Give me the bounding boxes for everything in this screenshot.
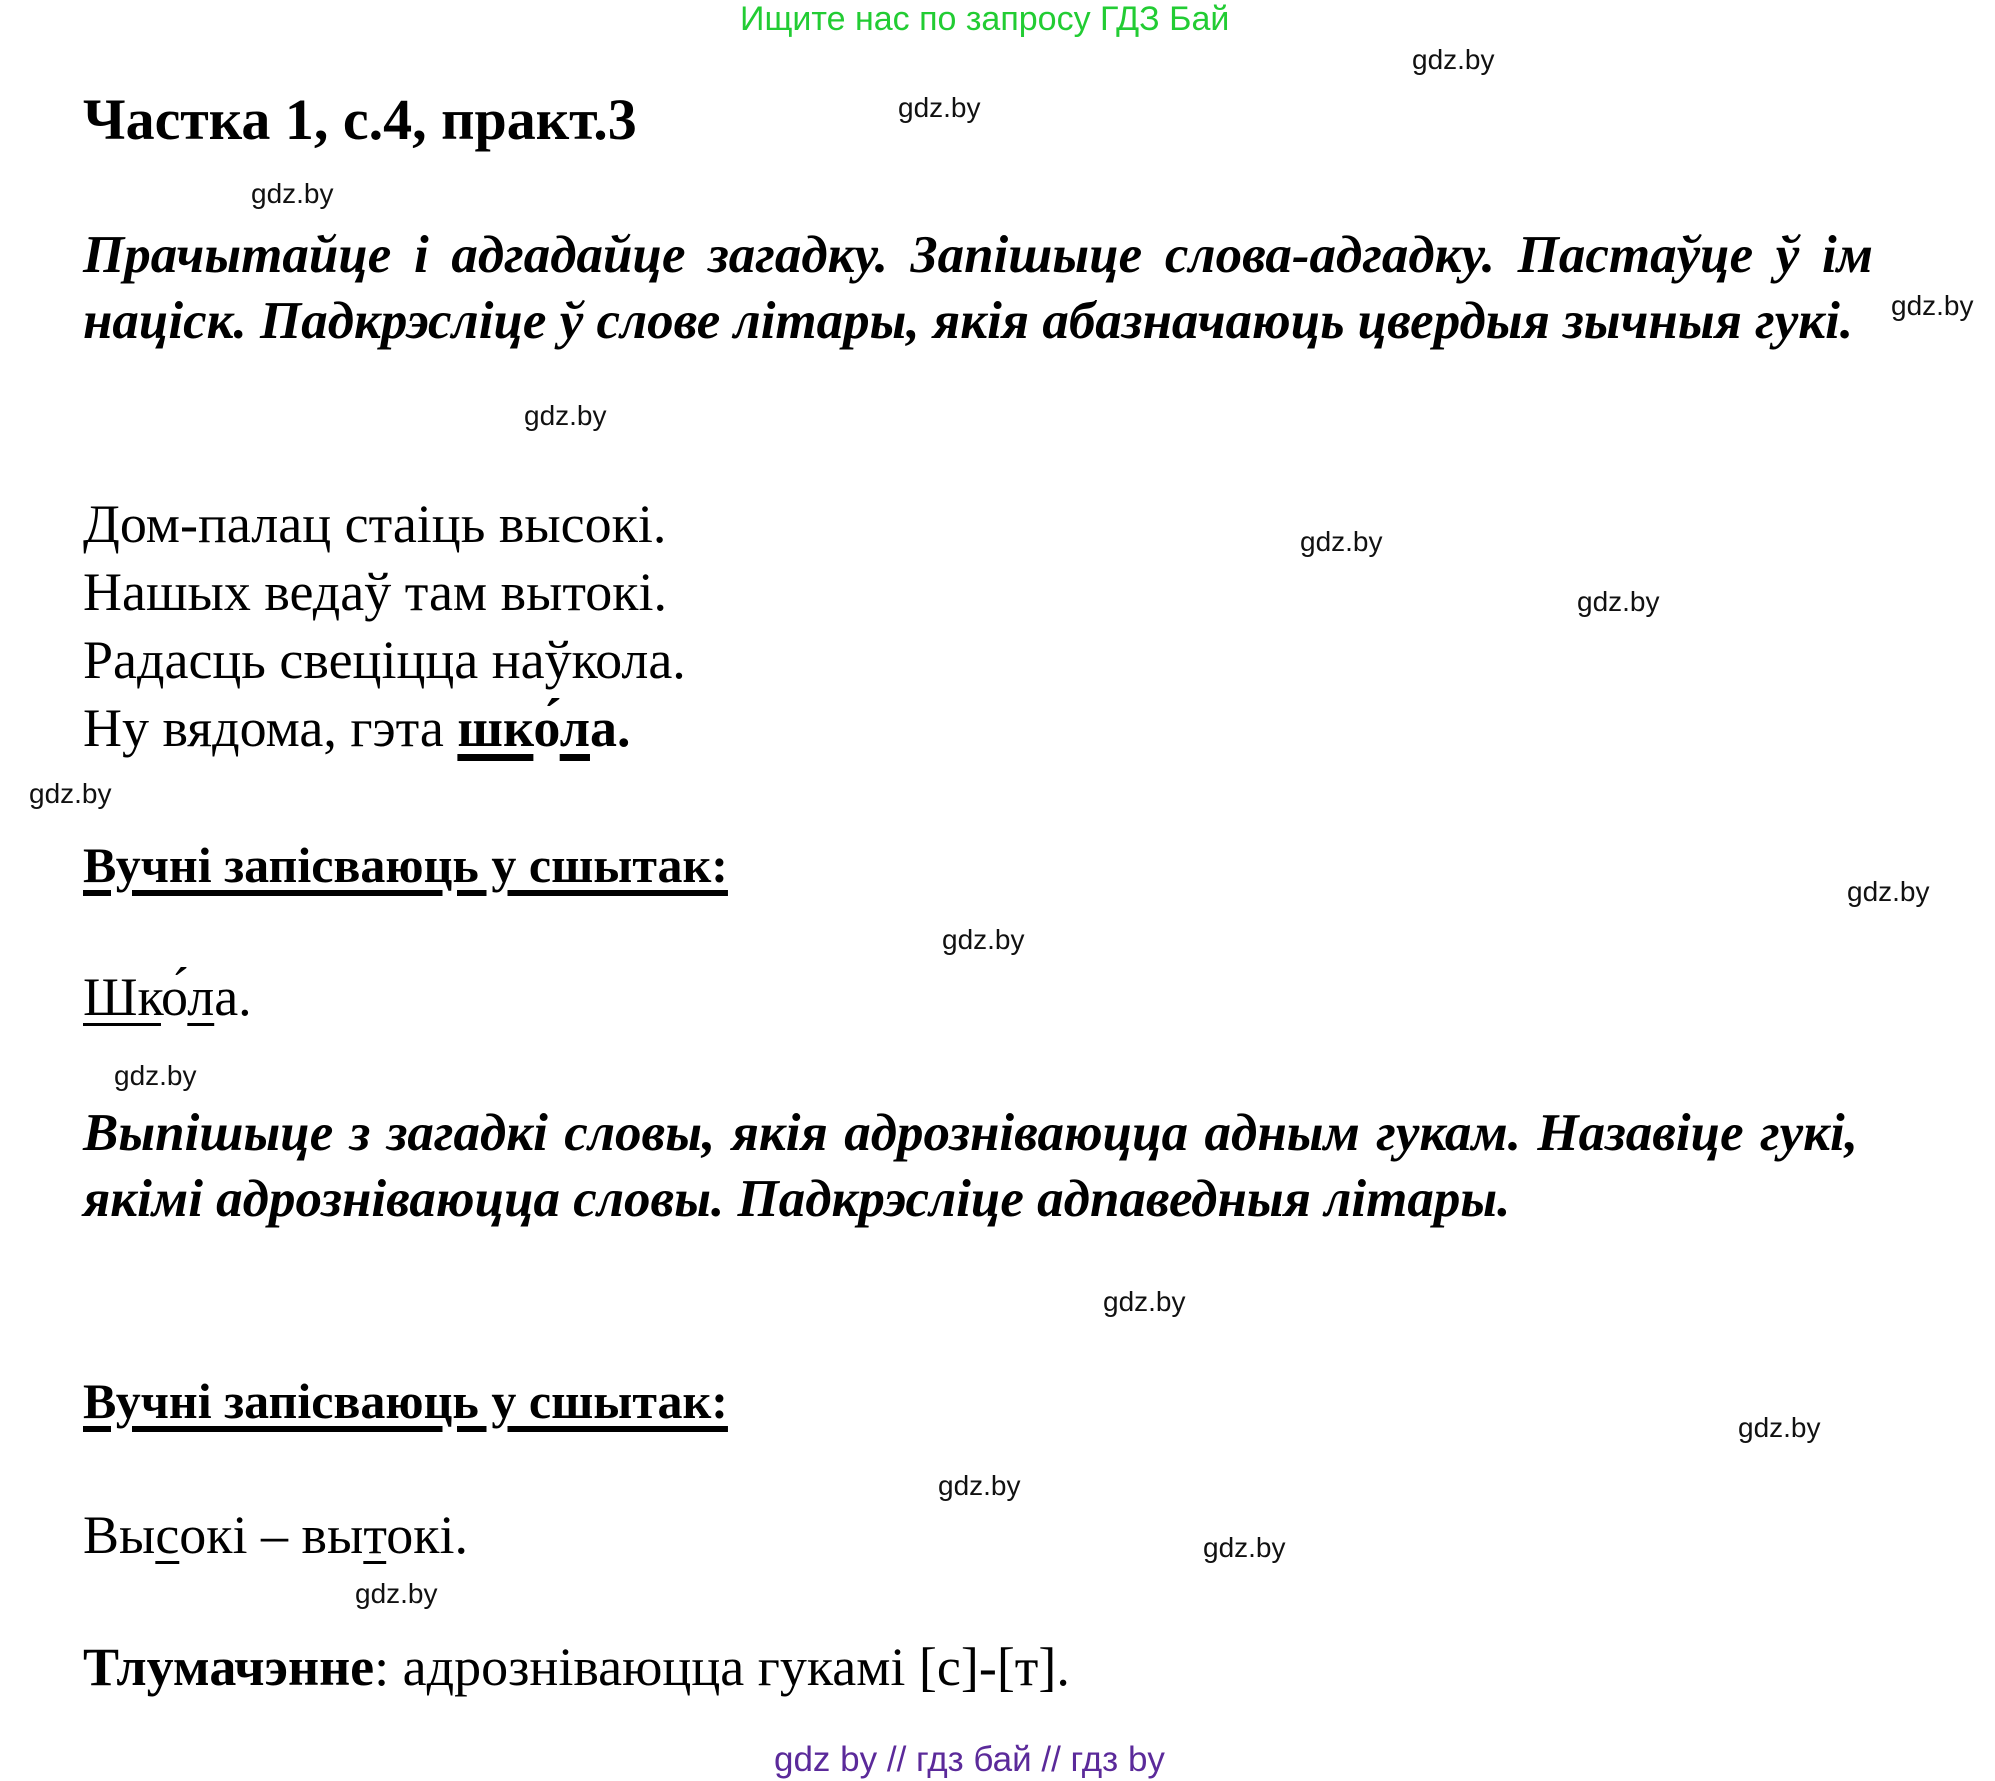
watermark: gdz.by <box>898 92 981 123</box>
riddle-poem <box>83 490 686 762</box>
watermark: gdz.by <box>1203 1532 1286 1563</box>
watermark: gdz.by <box>251 178 334 209</box>
watermark: gdz.by <box>29 778 112 809</box>
page-title: Частка 1, с.4, практ.3 <box>83 87 637 152</box>
answer-2: Высокі – вытокі. <box>83 1505 468 1565</box>
watermark: gdz.by <box>942 924 1025 955</box>
explanation <box>83 1636 1070 1698</box>
top-banner: Ищите нас по запросу ГДЗ Бай <box>740 0 1230 38</box>
riddle-answer-word: шко ́ла. <box>457 698 630 758</box>
watermark: gdz.by <box>1300 526 1383 557</box>
watermark: gdz.by <box>1891 290 1974 321</box>
watermark: gdz.by <box>524 400 607 431</box>
explanation-label: Тлумачэнне <box>83 1637 375 1697</box>
section-heading-2: Вучні запісваюць у сшытак: <box>83 1373 728 1429</box>
task-instructions-1: Прачытайце і адгадайце загадку. Запішыце слова-адгадку. Пастаўце ў ім націск. Падкрэсліце ў слове літары, якія абазначаюць цвердыя зычныя гукі. <box>83 226 1873 350</box>
task-instructions-2: Выпішыце з загадкі словы, якія адрозніваюцца адным гукам. Назавіце гукі, якімі адрозніваюцца словы. Падкрэсліце адпаведныя літары. <box>83 1104 1858 1228</box>
poem-line-last: Ну вядома, гэта шко ́ла. <box>83 694 686 762</box>
watermark: gdz.by <box>1412 44 1495 75</box>
watermark: gdz.by <box>355 1578 438 1609</box>
section-heading-1: Вучні запісваюць у сшытак: <box>83 837 728 893</box>
poem-line: Нашых ведаў там вытокі. <box>83 562 668 622</box>
watermark: gdz.by <box>1738 1412 1821 1443</box>
answer-1: Шко ́ла. <box>83 966 252 1028</box>
poem-line: Радасць свеціцца наўкола. <box>83 630 686 690</box>
watermark: gdz.by <box>1577 586 1660 617</box>
watermark: gdz.by <box>114 1060 197 1091</box>
watermark: gdz.by <box>1103 1286 1186 1317</box>
footer-watermark: gdz by // гдз бай // гдз by <box>774 1740 1165 1779</box>
explanation-text: : адрозніваюцца гукамі [с]-[т]. <box>374 1637 1070 1697</box>
watermark: gdz.by <box>1847 876 1930 907</box>
poem-line: Дом-палац стаіць высокі. <box>83 494 667 554</box>
watermark: gdz.by <box>938 1470 1021 1501</box>
